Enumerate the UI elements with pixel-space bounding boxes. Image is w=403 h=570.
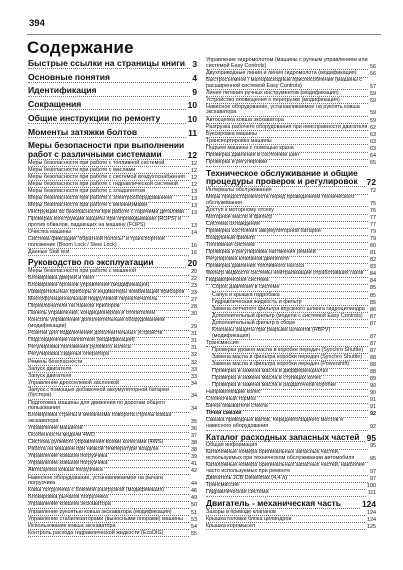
toc-entry-title: Навесное оборудование, устанавливаемое на рычаги погрузчика (28, 476, 189, 488)
toc-entry-page: 4 (192, 72, 197, 83)
toc-entry-title: Регулировка клапанов двигателя (206, 257, 368, 264)
toc-entry-title: Меры безопасности при работе с топливной системой (28, 161, 189, 168)
toc-entry-title: Особенности модели 4WD (28, 433, 189, 440)
toc-entry-page: 92 (370, 424, 376, 431)
toc-entry[interactable] (28, 100, 197, 110)
toc-entry-page: 51 (191, 509, 197, 516)
toc-entry-title: Блокировка рычагов погрузчика (28, 495, 189, 502)
toc-entry-title: Навесное оборудование, устанавливаемое на рукоять ковша экскаватора (206, 105, 368, 117)
toc-entry-title: Использование ковша экскаватора (28, 524, 189, 531)
toc-entry-page: 20 (187, 258, 197, 269)
toc-entry-page: 59 (370, 110, 376, 117)
toc-entry-title: Запуск с помощью добавочной аккумуляторной батареи (бустера) (28, 388, 189, 400)
toc-entry[interactable] (206, 78, 376, 90)
toc-entry-title: Система охлаждения (206, 222, 368, 229)
toc-entry[interactable] (28, 86, 197, 96)
toc-entry-title: Меры безопасности при выполнении работ с различными системами (28, 140, 185, 159)
toc-entry-page: 86 (370, 306, 376, 313)
toc-entry-title: Основные понятия (28, 73, 190, 83)
toc-entry[interactable] (28, 73, 197, 83)
toc-entry-page: 33 (191, 373, 197, 380)
toc-entry-title: Гидравлическая система (206, 490, 366, 497)
toc-entry-page: 62 (370, 124, 376, 131)
toc-entry-title: Запуск двигателя (28, 374, 189, 381)
toc-entry-page: 84 (370, 278, 376, 285)
toc-entry-title: Контроль расхода гидравлической жидкости (EcoDIG) (28, 531, 189, 538)
toc-entry-title: Проверка и замена масла в дифференциалах (212, 369, 368, 376)
toc-entry-title: Запуск двигателя (28, 367, 189, 374)
toc-entry-page: 44 (191, 481, 197, 488)
toc-entry-page: 49 (191, 495, 197, 502)
toc-entry-page: 95 (366, 432, 376, 443)
toc-entry-title: Трансмиссия (206, 483, 365, 490)
toc-entry-page: 91 (370, 397, 376, 404)
toc-entry-title: Подъем машины с помощью крана (206, 146, 368, 153)
toc-entry-title: Переключатели на панели приборов (28, 304, 189, 311)
toc-entry-title: Управление ковшом погрузчика (28, 454, 189, 461)
toc-entry-title: Проверка давления топливного насоса (206, 264, 368, 271)
toc-entry-title: Управление гидромолотом (машины с ручным управлением или системой Easy Controls) (206, 57, 368, 69)
toc-entry-page: 12 (191, 160, 197, 167)
toc-entry-title: Управление ковшом экскаватора (28, 502, 189, 509)
toc-entry-page: 90 (370, 383, 376, 389)
toc-entry-title: Меры безопасности при работе с гидравлической системой (28, 182, 189, 189)
toc-entry-page: 29 (191, 324, 197, 331)
toc-entry-page: 12 (191, 181, 197, 188)
toc-entry-page: 16 (191, 249, 197, 256)
toc-entry-page: 97 (370, 468, 376, 475)
toc-entry-page: 12 (187, 149, 197, 160)
toc-entry-page: 124 (362, 498, 376, 509)
toc-entry-page: 85 (370, 299, 376, 306)
toc-entry-page: 33 (191, 366, 197, 373)
toc-entry-title: Точки смазки (206, 411, 368, 418)
toc-entry-page: 56 (370, 70, 376, 77)
toc-entry-page: 92 (370, 411, 376, 418)
toc-entry-page: 12 (191, 167, 197, 174)
toc-entry-page: 13 (191, 188, 197, 195)
toc-entry-page: 88 (370, 354, 376, 361)
toc-entry-title: Блокировка стрелы и механизма поворота стрелы ковша экскаватора (28, 413, 189, 425)
toc-entry[interactable] (28, 237, 197, 249)
toc-entry-page: 27 (191, 297, 197, 304)
toc-entry-title: Меры безопасности при работе с машиной (28, 269, 189, 276)
toc-entry-title: Замена масла и фильтра коробки передач (Synchro Shuttle) (212, 355, 368, 362)
toc-entry-page: 77 (370, 214, 376, 221)
toc-entry-page: 36 (191, 426, 197, 433)
toc-entry-title: Регулировка положения рулевого колеса (28, 345, 189, 352)
toc-entry-page: 63 (370, 145, 376, 152)
toc-entry-page: 55 (191, 530, 197, 537)
toc-entry-title: Управление дросселевой заслонкой (28, 381, 189, 388)
toc-entry-page: 85 (370, 292, 376, 299)
toc-entry[interactable] (206, 195, 376, 207)
page-title: Содержание (27, 38, 134, 57)
toc-entry-page: 125 (367, 523, 376, 530)
toc-entry[interactable] (28, 128, 197, 138)
toc-entry-title: Измерительные приборы и индикаторы комбинаций приборов (28, 290, 189, 297)
toc-entry-title: Общие инструкции по ремонту (28, 114, 186, 124)
toc-entry-page: 28 (191, 304, 197, 311)
toc-entry[interactable] (28, 217, 197, 229)
toc-entry-page: 14 (191, 229, 197, 236)
toc-entry-title: Работа на машине при низкой температуре воздуха (28, 447, 189, 454)
toc-entry-title: Каталожные номера оригинальных запасных частей, используемых при техническом обслуживании автомобиля (206, 450, 368, 462)
toc-entry-title: Зазоры в приводе клапанов (206, 510, 365, 517)
toc-entry-page: 88 (370, 361, 376, 368)
toc-entry-title: Ковш погрузчика с боковой разгрузкой (модификация) (28, 488, 189, 495)
toc-entry-page: 65 (370, 159, 376, 166)
toc-entry-title: Дополнительный фильтр (модели с системой Easy Controls) (212, 314, 368, 321)
toc-entry-page: 42 (191, 468, 197, 475)
toc-entry-title: Управление ковшом погрузчика (28, 461, 189, 468)
toc-entry-page: 88 (370, 368, 376, 375)
toc-entry-page: 83 (370, 264, 376, 271)
toc-entry-page: 100 (367, 483, 376, 490)
toc-entry-page: 80 (370, 243, 376, 250)
toc-entry-page: 13 (191, 222, 197, 229)
toc-entry-title: Проверка конструкции защиты при опрокидывании (ROPS) и против обвалов, падающих на машину (FOPS) (28, 217, 189, 229)
toc-entry-title: Подготовка машины для движения по дорогам общего пользования (28, 401, 189, 413)
toc-entry-title: Воздушный фильтр (206, 236, 368, 243)
toc-entry-title: Проверка давления в состоянии шин (206, 153, 368, 160)
toc-entry-page: 64 (370, 152, 376, 159)
toc-entry-page: 59 (370, 90, 376, 97)
toc-section-heading[interactable] (206, 433, 376, 443)
toc-entry-title: Двухприводные линия и линия гидромолота (модификация) (206, 71, 368, 78)
toc-entry-page: 13 (191, 202, 197, 209)
toc-entry-title: Проверка и регулировки (206, 160, 368, 167)
toc-entry-title: Автосцепка ковша погрузчика (28, 468, 189, 475)
toc-entry[interactable] (28, 59, 197, 69)
toc-entry-page: 37 (191, 433, 197, 440)
toc-entry-page: 10 (187, 100, 197, 111)
toc-right-column (206, 58, 376, 531)
toc-entry-title: Замена масла и фильтра коробки передач (Powershift) (212, 362, 368, 369)
toc-entry-page: 32 (191, 359, 197, 366)
toc-entry-page: 124 (367, 516, 376, 523)
toc-entry-title: Двигатель - механическая часть (206, 499, 360, 509)
toc-entry[interactable] (206, 58, 376, 70)
toc-left-column (28, 58, 197, 538)
toc-entry-page: 13 (191, 209, 197, 216)
toc-entry-title: Блокировка дверей и окон (28, 276, 189, 283)
toc-entry-page: 34 (191, 380, 197, 387)
toc-entry-title: Многофункциональный подрулевой переключатель (28, 297, 189, 304)
header-divider (27, 34, 381, 35)
toc-section-heading[interactable] (206, 169, 376, 187)
toc-entry[interactable] (28, 114, 197, 124)
toc-entry-title: Моменты затяжки болтов (28, 128, 186, 138)
toc-entry-title: Буксировка машины (206, 132, 368, 139)
toc-entry[interactable] (206, 490, 376, 497)
toc-entry-page: 87 (370, 320, 376, 327)
toc-entry-page: 82 (370, 257, 376, 264)
toc-entry-page: 3 (192, 59, 197, 70)
toc-entry-page: 72 (370, 187, 376, 194)
toc-entry[interactable] (206, 328, 376, 340)
toc-entry[interactable] (206, 160, 376, 167)
toc-entry-title: Сапун и крышка гидробака (212, 293, 368, 300)
toc-entry-title: Моторное масло и фильтр (206, 215, 368, 222)
toc-entry-page: 23 (191, 290, 197, 297)
toc-entry-title: Меры безопасности при работе с хладагентом (28, 189, 189, 196)
toc-entry-page: 31 (191, 345, 197, 352)
toc-entry-title: Система фиксации "обратной полосы" в транспортное положение (Boom Lock / Slew Lock) (28, 237, 189, 249)
toc-section-heading[interactable] (28, 258, 197, 268)
toc-entry-page: 20 (191, 269, 197, 276)
toc-entry-page: 63 (370, 138, 376, 145)
toc-entry-title: Управление рукоятью ковша экскаватора (модификация) (28, 510, 189, 517)
toc-entry-title: Проверка уровня масла в коробке передач (Synchro Shuttle) (212, 348, 368, 355)
toc-entry-title: Крышка головки блока цилиндров (206, 517, 365, 524)
toc-entry[interactable] (28, 413, 197, 425)
toc-entry-title: Проверка состояния аккумуляторной батареи (206, 229, 368, 236)
toc-entry-title: Розетки для подключения дополнительных устройств (28, 331, 189, 338)
toc-entry-title: Направляющие колес (206, 390, 368, 397)
toc-entry-title: Транспортировка машины (206, 139, 368, 146)
toc-entry-page: 90 (370, 390, 376, 397)
toc-entry-page: 59 (370, 97, 376, 104)
toc-entry-page: 91 (370, 404, 376, 411)
toc-entry-page: 76 (370, 207, 376, 214)
toc-entry-title: Разгрузка рабочего оборудования при неисправности двигателя (206, 123, 368, 130)
toc-entry-page: 41 (191, 461, 197, 468)
toc-entry-page: 11 (188, 127, 197, 138)
toc-entry-page: 38 (191, 447, 197, 454)
toc-entry-title: Интервалы обслуживания (206, 188, 368, 195)
page-number: 394 (29, 18, 45, 29)
toc-entry[interactable] (28, 531, 197, 538)
toc-entry-page: 38 (191, 440, 197, 447)
toc-entry-title: Подсоединение наплитков (модификация) (28, 338, 189, 345)
toc-entry-title: Блокировка органов управления (модификация) (28, 283, 189, 290)
toc-entry-title: Консоль управления дополнительным оборудованием (модификации) (28, 318, 189, 330)
toc-entry-page: 39 (191, 454, 197, 461)
toc-entry-page: 87 (370, 313, 376, 320)
toc-entry-title: Сокращения (28, 100, 186, 110)
toc-entry-page: 87 (370, 333, 376, 340)
toc-entry-title: Меры безопасности при работе с механизмами (28, 203, 189, 210)
toc-entry-title: Топливная система (206, 243, 368, 250)
toc-entry-title: Техническое обслуживание и общие процедуры проверок и регулировок (206, 169, 365, 187)
toc-entry-page: 16 (191, 242, 197, 249)
toc-entry-page: 31 (191, 331, 197, 338)
toc-section-heading[interactable] (28, 141, 197, 159)
toc-entry-title: Инструкции по безопасности при работе с горячими деталями (28, 210, 189, 217)
toc-entry-title: Доступ к моторному отсеку (206, 208, 368, 215)
toc-entry-title: Проверка и регулировка натяжения ремней (206, 250, 368, 257)
toc-entry[interactable] (28, 250, 197, 257)
toc-entry-page: 95 (370, 443, 376, 450)
toc-entry-page: 87 (370, 347, 376, 354)
toc-entry-page: 79 (370, 236, 376, 243)
toc-entry-page: 53 (191, 516, 197, 523)
toc-entry[interactable] (206, 105, 376, 117)
toc-entry-title: Бачок омывателя стекла (206, 404, 368, 411)
toc-entry-title: Меры безопасности при работе с системой воздухоснабжения (28, 175, 189, 182)
toc-entry-page: 34 (191, 393, 197, 400)
toc-entry-title: Быстрые ссылки на страницы книги (28, 59, 190, 69)
toc-entry-title: Линия питания ручных инструментов (модификация) (206, 91, 368, 98)
toc-entry-page: 77 (370, 221, 376, 228)
toc-entry-title: Система рулевого управления всеми колесами (4WS) (28, 440, 189, 447)
toc-entry-page: 63 (370, 131, 376, 138)
toc-entry-title: Трансмиссия (206, 341, 368, 348)
toc-entry-title: Управление стабилизаторами (выносными опорами) машины (28, 517, 189, 524)
toc-entry-page: 75 (370, 200, 376, 207)
toc-entry-page: 79 (370, 228, 376, 235)
toc-entry-title: Управление машиной (28, 426, 189, 433)
toc-entry-title: Гидравлическая жидкость и фильтр (212, 300, 368, 307)
toc-entry[interactable] (206, 463, 376, 475)
toc-entry-title: Каталожные номера оригинальных запасных частей, наиболее часто используемых при ремонте (206, 463, 368, 475)
toc-entry-title: Устройство оповещения о перегрузке (модификация) (206, 98, 368, 105)
toc-entry-title: Сброс давления в системе (212, 285, 368, 292)
toc-entry-title: Крышка коромысел (206, 524, 365, 531)
toc-entry-page: 56 (370, 63, 376, 70)
toc-entry-title: Регулировка сиденья оператора (28, 352, 189, 359)
toc-entry-page: 111 (367, 490, 376, 497)
toc-entry-page: 12 (191, 174, 197, 181)
toc-entry-page: 9 (192, 86, 197, 97)
toc-entry-page: 124 (367, 509, 376, 516)
toc-entry-title: Меры безопасности при работе с электрооборудованием (28, 196, 189, 203)
toc-entry-page: 87 (370, 340, 376, 347)
toc-entry-page: 81 (370, 250, 376, 257)
toc-entry[interactable] (206, 418, 376, 430)
toc-entry[interactable] (28, 401, 197, 413)
toc-entry-title: Смазка приводных валов, переднего/заднего мостов и навесного оборудования (206, 418, 368, 430)
toc-entry-page: 85 (370, 285, 376, 292)
toc-entry-page: 59 (370, 117, 376, 124)
toc-entry-page: 89 (370, 375, 376, 382)
toc-entry-page: 97 (370, 476, 376, 483)
toc-entry-page: 46 (191, 488, 197, 495)
toc-entry-title: Меры предосторожности перед проведением технического обслуживания (206, 195, 368, 207)
toc-entry-title: Данные Stall test (28, 250, 189, 257)
toc-entry-page: 32 (191, 352, 197, 359)
toc-entry-page: 50 (191, 502, 197, 509)
toc-entry-page: 72 (366, 177, 376, 188)
toc-entry-title: Общая информация (206, 443, 368, 450)
toc-entry-page: 34 (191, 406, 197, 413)
toc-entry-title: Каталог расходных запасных частей (206, 433, 365, 443)
toc-entry-title: Проверка и замена масла в ступицах колес (212, 376, 368, 383)
toc-entry-page: 22 (191, 276, 197, 283)
toc-entry-page: 95 (370, 456, 376, 463)
toc-entry-title: Гидравлическая система (206, 278, 368, 285)
toc-entry-page: 10 (187, 114, 197, 125)
toc-entry-title: Меры безопасности при работе с маслами (28, 168, 189, 175)
toc-entry-title: Стояночный тормоз (206, 397, 368, 404)
toc-entry-title: Быстросъемное / малорасходные приспособления (машины с расширенной системой Easy Controls) (206, 78, 368, 90)
toc-section-heading[interactable] (206, 499, 376, 509)
toc-entry-page: 35 (191, 419, 197, 426)
toc-entry-title: Очистка машины (28, 230, 189, 237)
toc-entry[interactable] (206, 524, 376, 531)
toc-entry-title: Идентификация (28, 86, 190, 96)
toc-entry-title: Автосцепка ковша экскаватора (206, 118, 368, 125)
toc-entry-title: Руководство по эксплуатации (28, 258, 186, 268)
toc-entry-title: Проверка и замена масла в раздаточной коробке (212, 383, 368, 390)
toc-entry-page: 84 (370, 271, 376, 278)
toc-entry[interactable] (28, 388, 197, 400)
toc-entry-title: Фильтр жидкости системы нейтрализации отработавших газов (206, 271, 368, 278)
toc-entry-page: 31 (191, 338, 197, 345)
toc-entry-title: Ремень безопасности (28, 360, 189, 367)
toc-entry-page: 30 (191, 311, 197, 318)
toc-entry-title: Панель управления, кондиционером и отопителем (28, 311, 189, 318)
toc-entry-page: 23 (191, 283, 197, 290)
toc-entry-page: 57 (370, 83, 376, 90)
toc-entry-title: Двигатель JCB Dieselmax (4,4 л) (206, 476, 368, 483)
toc-entry-page: 13 (191, 195, 197, 202)
toc-entry-title: Дополнительный фильтр в сборе (212, 321, 368, 328)
toc-entry-page: 54 (191, 523, 197, 530)
toc-entry-title: Замена сетчатого фильтра впускного шланга гидроцилиндра (212, 307, 368, 314)
toc-entry-title: Клапаны защиты при разрыве шлангов (HBPV) (модификация) (212, 328, 368, 340)
